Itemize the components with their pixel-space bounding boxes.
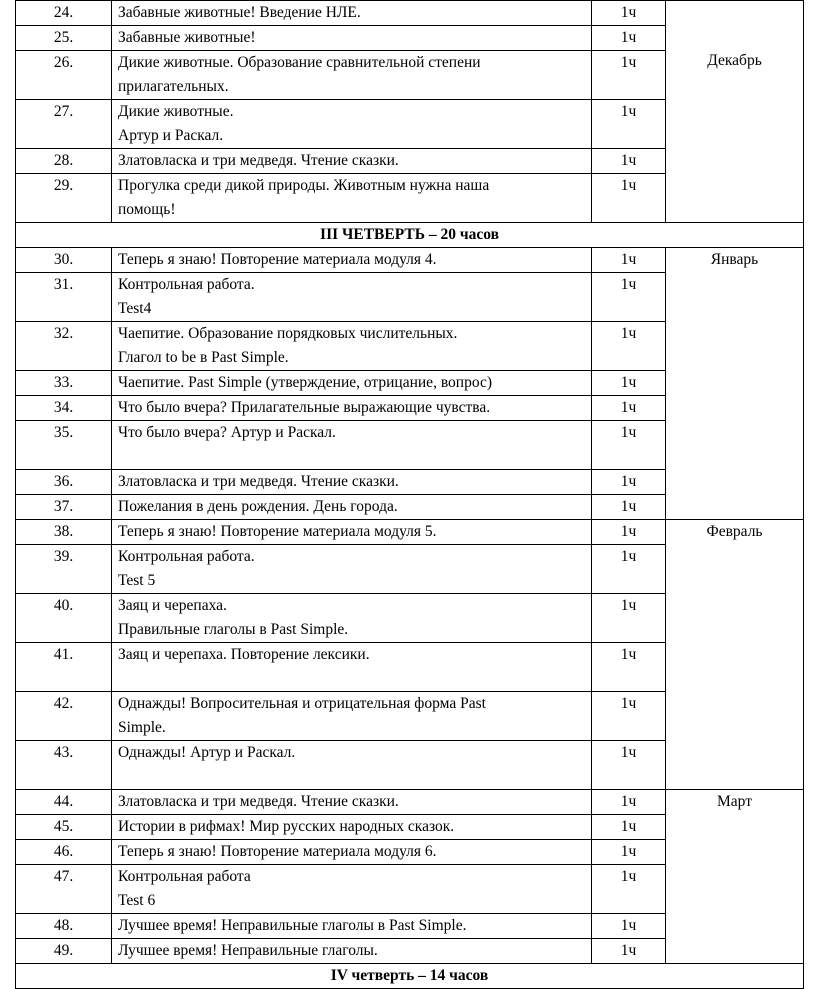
lesson-hours: 1ч [592, 371, 666, 396]
lesson-topic-line: Забавные животные! Введение НЛЕ. [118, 4, 361, 21]
lesson-topic-line: Чаепитие. Past Simple (утверждение, отрицание, вопрос) [118, 374, 492, 391]
lesson-hours: 1ч [592, 840, 666, 865]
lesson-hours: 1ч [592, 495, 666, 520]
lesson-topic-line: Глагол to be в Past Simple. [118, 349, 289, 366]
lesson-row [16, 790, 804, 815]
lesson-number: 39. [16, 545, 112, 594]
lesson-topic-line: Теперь я знаю! Повторение материала модуля 6. [118, 843, 437, 860]
lesson-topic [112, 174, 592, 223]
lesson-hours: 1ч [592, 520, 666, 545]
lesson-number: 41. [16, 643, 112, 692]
lesson-topic-line: Однажды! Вопросительная и отрицательная форма Past [118, 695, 486, 712]
lesson-hours: 1ч [592, 149, 666, 174]
lesson-topic-line [118, 445, 585, 469]
lesson-topic [112, 100, 592, 149]
lesson-topic-line: Test 6 [118, 892, 156, 909]
lesson-topic-line: Златовласка и три медведя. Чтение сказки. [118, 152, 399, 169]
lesson-hours: 1ч [592, 815, 666, 840]
lesson-number: 43. [16, 741, 112, 790]
month-cell: Декабрь [666, 1, 804, 223]
quarter-header: III ЧЕТВЕРТЬ – 20 часов [16, 223, 804, 248]
lesson-hours: 1ч [592, 248, 666, 273]
lesson-number: 25. [16, 26, 112, 51]
lesson-topic-line: Прогулка среди дикой природы. Животным нужна наша [118, 177, 490, 194]
lesson-topic [112, 914, 592, 939]
lesson-topic-line: Что было вчера? Прилагательные выражающие чувства. [118, 399, 491, 416]
lesson-topic [112, 865, 592, 914]
lesson-row [16, 520, 804, 545]
lesson-topic-line [118, 667, 585, 691]
lesson-hours: 1ч [592, 865, 666, 914]
lesson-number: 37. [16, 495, 112, 520]
lesson-topic-line: Test4 [118, 300, 152, 317]
lesson-hours: 1ч [592, 741, 666, 790]
lesson-hours: 1ч [592, 396, 666, 421]
lesson-topic [112, 939, 592, 964]
lesson-topic-line [118, 765, 585, 789]
lesson-hours: 1ч [592, 914, 666, 939]
month-cell: Март [666, 790, 804, 964]
lesson-topic [112, 594, 592, 643]
lesson-topic [112, 421, 592, 470]
lesson-hours: 1ч [592, 100, 666, 149]
lesson-number: 40. [16, 594, 112, 643]
lesson-topic-line: Пожелания в день рождения. День города. [118, 498, 398, 515]
lesson-topic [112, 1, 592, 26]
lesson-topic [112, 149, 592, 174]
lesson-number: 33. [16, 371, 112, 396]
lesson-hours: 1ч [592, 692, 666, 741]
lesson-topic-line: Теперь я знаю! Повторение материала модуля 5. [118, 523, 437, 540]
lesson-topic-line: Дикие животные. Образование сравнительной степени [118, 54, 481, 71]
quarter-header-row [16, 964, 804, 989]
lesson-number: 47. [16, 865, 112, 914]
lesson-plan-page [15, 0, 803, 989]
lesson-topic [112, 545, 592, 594]
lesson-topic-line: Забавные животные! [118, 29, 256, 46]
lesson-number: 32. [16, 322, 112, 371]
lesson-number: 42. [16, 692, 112, 741]
lesson-row [16, 248, 804, 273]
lesson-topic [112, 815, 592, 840]
lesson-hours: 1ч [592, 1, 666, 26]
quarter-header-row [16, 223, 804, 248]
lesson-topic [112, 322, 592, 371]
lesson-topic [112, 51, 592, 100]
lesson-number: 29. [16, 174, 112, 223]
month-cell: Февраль [666, 520, 804, 790]
lesson-topic [112, 643, 592, 692]
lesson-topic [112, 495, 592, 520]
lesson-topic-line: Контрольная работа. [118, 273, 585, 297]
lesson-number: 35. [16, 421, 112, 470]
lesson-hours: 1ч [592, 790, 666, 815]
lesson-topic-line: Дикие животные. [118, 100, 585, 124]
lesson-topic-line: Лучшее время! Неправильные глаголы. [118, 942, 378, 959]
lesson-topic-line: Златовласка и три медведя. Чтение сказки. [118, 793, 399, 810]
month-cell: Январь [666, 248, 804, 520]
lesson-number: 27. [16, 100, 112, 149]
lesson-number: 49. [16, 939, 112, 964]
lesson-number: 45. [16, 815, 112, 840]
lesson-topic-line: Test 5 [118, 572, 156, 589]
lesson-row [16, 1, 804, 26]
lesson-topic-line: Заяц и черепаха. [118, 594, 585, 618]
lesson-number: 30. [16, 248, 112, 273]
lesson-hours: 1ч [592, 545, 666, 594]
lesson-topic [112, 741, 592, 790]
lesson-topic [112, 470, 592, 495]
lesson-hours: 1ч [592, 594, 666, 643]
lesson-topic [112, 26, 592, 51]
lesson-number: 31. [16, 273, 112, 322]
lesson-number: 38. [16, 520, 112, 545]
lesson-number: 46. [16, 840, 112, 865]
lesson-topic-line: Что было вчера? Артур и Раскал. [118, 421, 585, 445]
lesson-number: 48. [16, 914, 112, 939]
lesson-topic [112, 273, 592, 322]
lesson-hours: 1ч [592, 26, 666, 51]
lesson-hours: 1ч [592, 51, 666, 100]
lesson-topic-line: прилагательных. [118, 78, 229, 95]
quarter-header: IV четверть – 14 часов [16, 964, 804, 989]
lesson-topic [112, 790, 592, 815]
lesson-topic-line: Артур и Раскал. [118, 127, 224, 144]
lesson-topic-line: Правильные глаголы в Past Simple. [118, 621, 349, 638]
lesson-number: 26. [16, 51, 112, 100]
lesson-topic-line: Контрольная работа [118, 868, 251, 885]
lesson-topic [112, 248, 592, 273]
lesson-plan-body [16, 1, 804, 989]
lesson-hours: 1ч [592, 322, 666, 371]
lesson-topic-line: Чаепитие. Образование порядковых числительных. [118, 325, 458, 342]
lesson-hours: 1ч [592, 939, 666, 964]
lesson-topic-line: Златовласка и три медведя. Чтение сказки. [118, 473, 399, 490]
lesson-topic-line: Simple. [118, 719, 166, 736]
lesson-topic [112, 371, 592, 396]
lesson-topic-line: Однажды! Артур и Раскал. [118, 741, 585, 765]
lesson-topic [112, 692, 592, 741]
lesson-topic [112, 396, 592, 421]
lesson-hours: 1ч [592, 470, 666, 495]
lesson-number: 36. [16, 470, 112, 495]
lesson-topic-line: помощь! [118, 201, 176, 218]
lesson-topic-line: Лучшее время! Неправильные глаголы в Past Simple. [118, 917, 467, 934]
lesson-number: 44. [16, 790, 112, 815]
lesson-topic-line: Теперь я знаю! Повторение материала модуля 4. [118, 251, 437, 268]
lesson-plan-table [15, 0, 804, 989]
lesson-topic [112, 840, 592, 865]
lesson-hours: 1ч [592, 174, 666, 223]
lesson-topic [112, 520, 592, 545]
lesson-number: 28. [16, 149, 112, 174]
lesson-number: 34. [16, 396, 112, 421]
lesson-topic-line: Заяц и черепаха. Повторение лексики. [118, 643, 585, 667]
lesson-number: 24. [16, 1, 112, 26]
lesson-topic-line: Истории в рифмах! Мир русских народных сказок. [118, 818, 455, 835]
lesson-hours: 1ч [592, 273, 666, 322]
lesson-hours: 1ч [592, 643, 666, 692]
lesson-topic-line: Контрольная работа. [118, 545, 585, 569]
lesson-hours: 1ч [592, 421, 666, 470]
